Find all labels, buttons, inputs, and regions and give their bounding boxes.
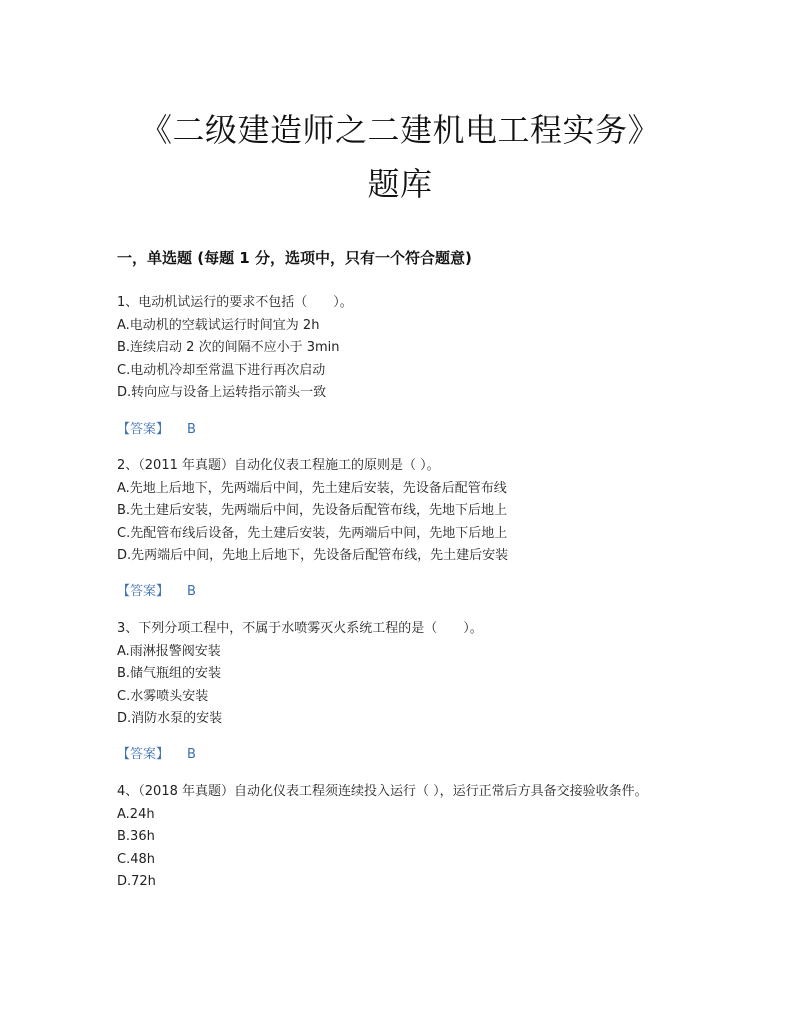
question-stem: 2、（2011 年真题）自动化仪表工程施工的原则是（ ）。 [117, 458, 440, 473]
option-c: C.水雾喷头安装 [117, 688, 209, 704]
option-b: B.储气瓶组的安装 [117, 666, 222, 681]
answer-value: B [187, 422, 196, 437]
question-2 [117, 455, 697, 568]
answer-2 [117, 581, 196, 603]
answer-1 [117, 419, 196, 441]
option-d: D.转向应与设备上运转指示箭头一致 [117, 385, 327, 400]
question-1 [117, 292, 697, 405]
answer-3 [117, 744, 196, 766]
option-d: D.72h [117, 874, 156, 889]
option-d: D.消防水泵的安装 [117, 711, 223, 726]
question-4 [117, 781, 689, 894]
option-a: A.电动机的空载试运行时间宜为 2h [117, 317, 320, 333]
document-title-line-2: 题库 [367, 165, 433, 203]
option-a: A.24h [117, 806, 155, 822]
option-b: B.36h [117, 829, 155, 844]
question-stem: 4、（2018 年真题）自动化仪表工程须连续投入运行（ ），运行正常后方具备交接验收条件。 [117, 784, 648, 799]
option-c: C.先配管布线后设备，先土建后安装，先两端后中间，先地下后地上 [117, 525, 508, 541]
answer-value: B [187, 747, 196, 762]
option-a: A.雨淋报警阀安装 [117, 643, 221, 659]
option-b: B.连续启动 2 次的间隔不应小于 3min [117, 340, 340, 355]
option-a: A.先地上后地下，先两端后中间，先土建后安装，先设备后配管布线 [117, 480, 507, 496]
question-stem: 3、下列分项工程中，不属于水喷雾灭火系统工程的是（ ）。 [117, 621, 483, 636]
answer-value: B [187, 584, 196, 599]
answer-label: 【答案】 [117, 747, 170, 762]
option-c: C.48h [117, 851, 155, 867]
question-3 [117, 618, 697, 731]
question-stem: 1、电动机试运行的要求不包括（ ）。 [117, 295, 353, 310]
answer-label: 【答案】 [117, 422, 170, 437]
option-b: B.先土建后安装，先两端后中间，先设备后配管布线，先地下后地上 [117, 503, 508, 518]
answer-label: 【答案】 [117, 584, 170, 599]
option-d: D.先两端后中间，先地上后地下，先设备后配管布线，先土建后安装 [117, 548, 509, 563]
document-title-line-1: 《二级建造师之二建机电工程实务》 [139, 111, 660, 149]
option-c: C.电动机冷却至常温下进行再次启动 [117, 362, 326, 378]
section-heading: 一，单选题 (每题 1 分，选项中，只有一个符合题意) [117, 249, 472, 267]
